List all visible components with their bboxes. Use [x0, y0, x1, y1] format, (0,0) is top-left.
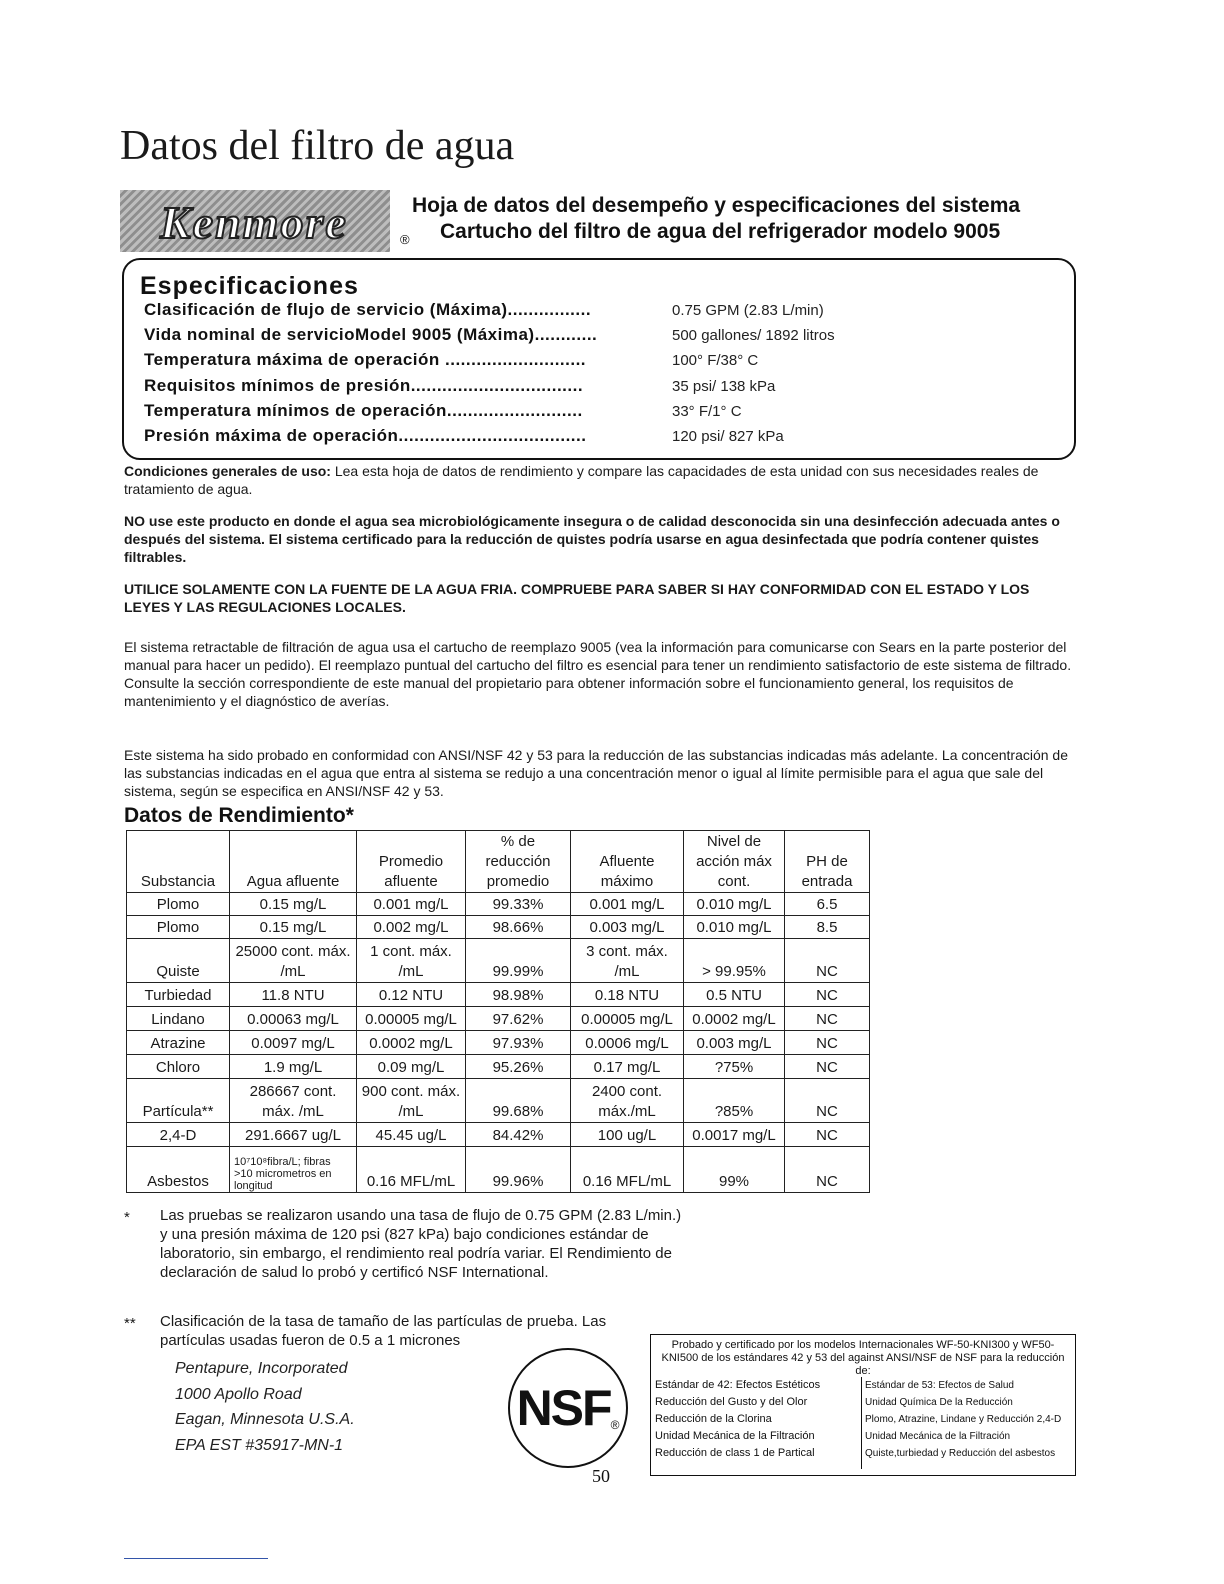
- table-cell: ?85%: [684, 1079, 785, 1123]
- standard-42-item: Reducción del Gusto y del Olor: [655, 1396, 808, 1408]
- table-cell: NC: [785, 939, 870, 983]
- footnote-double-star-mark: **: [124, 1315, 136, 1332]
- nsf-logo: [508, 1348, 628, 1468]
- table-cell: Asbestos: [127, 1147, 230, 1193]
- table-cell: 3 cont. máx. /mL: [571, 939, 684, 983]
- kenmore-logo-text: Kenmore: [160, 197, 348, 248]
- table-cell: 98.66%: [466, 916, 571, 939]
- table-cell: 286667 cont. máx. /mL: [230, 1079, 357, 1123]
- page-title: Datos del filtro de agua: [120, 123, 515, 169]
- table-cell: Plomo: [127, 916, 230, 939]
- standard-53-item: Plomo, Atrazine, Lindane y Reducción 2,4-D: [865, 1414, 1062, 1425]
- table-row: [127, 1031, 870, 1055]
- bottom-divider: [124, 1558, 268, 1559]
- table-cell: NC: [785, 1031, 870, 1055]
- company-name: Pentapure, Incorporated: [175, 1360, 348, 1377]
- header-cell: Nivel de acción máx cont.: [684, 831, 785, 893]
- table-cell: 0.00005 mg/L: [357, 1007, 466, 1031]
- table-cell: NC: [785, 1123, 870, 1147]
- kenmore-logo: [120, 190, 390, 252]
- standard-53-item: Quiste,turbiedad y Reducción del asbestos: [865, 1448, 1056, 1459]
- table-header-row: [127, 831, 870, 893]
- table-row: [127, 939, 870, 983]
- standard-42-title: Estándar de 42: Efectos Estéticos: [655, 1379, 821, 1391]
- company-city: Eagan, Minnesota U.S.A.: [175, 1411, 355, 1428]
- table-row: [127, 983, 870, 1007]
- table-cell: 0.15 mg/L: [230, 916, 357, 939]
- table-cell: 97.62%: [466, 1007, 571, 1031]
- header-cell: Substancia: [127, 831, 230, 893]
- spec-value: 120 psi/ 827 kPa: [672, 428, 784, 445]
- header-line-1: Hoja de datos del desempeño y especificaciones del sistema: [412, 194, 1021, 217]
- table-cell: 0.5 NTU: [684, 983, 785, 1007]
- table-cell: Atrazine: [127, 1031, 230, 1055]
- table-cell: NC: [785, 1055, 870, 1079]
- conditions-lead: Condiciones generales de uso:: [124, 463, 331, 479]
- table-cell: 99%: [684, 1147, 785, 1193]
- company-street: 1000 Apollo Road: [175, 1386, 302, 1403]
- spec-label: Requisitos mínimos de presión.................................: [144, 376, 584, 395]
- performance-title: Datos de Rendimiento*: [124, 804, 354, 827]
- footnote-star: Las pruebas se realizaron usando una tasa de flujo de 0.75 GPM (2.83 L/min.) y una presión máxima de 120 psi (827 kPa) bajo condiciones estándar de laboratorio, sin embargo, el rendimiento real podría variar. El Rendimiento de declaración de salud lo probó y certificó NSF International.: [160, 1207, 682, 1281]
- table-cell: 99.33%: [466, 893, 571, 916]
- table-cell: 8.5: [785, 916, 870, 939]
- spec-value: 500 gallones/ 1892 litros: [672, 327, 835, 344]
- table-cell: NC: [785, 983, 870, 1007]
- table-cell: 0.12 NTU: [357, 983, 466, 1007]
- spec-label: Clasificación de flujo de servicio (Máxima)................: [144, 300, 592, 319]
- table-cell: 0.17 mg/L: [571, 1055, 684, 1079]
- table-cell: ?75%: [684, 1055, 785, 1079]
- table-row: [127, 1147, 870, 1193]
- specifications-title: Especificaciones: [140, 272, 359, 300]
- spec-label: Temperatura máxima de operación ...........................: [144, 350, 587, 369]
- table-cell: 291.6667 ug/L: [230, 1123, 357, 1147]
- table-cell: 95.26%: [466, 1055, 571, 1079]
- table-row: [127, 1123, 870, 1147]
- spec-value: 100° F/38° C: [672, 352, 759, 369]
- page-number: 50: [592, 1466, 610, 1486]
- conditions-paragraph: [124, 462, 1074, 498]
- header-cell: Afluente máximo: [571, 831, 684, 893]
- standard-42-column: [655, 1377, 820, 1462]
- spec-value: 35 psi/ 138 kPa: [672, 378, 776, 395]
- table-cell: 0.0097 mg/L: [230, 1031, 357, 1055]
- table-cell: 0.00063 mg/L: [230, 1007, 357, 1031]
- table-cell: Quiste: [127, 939, 230, 983]
- table-cell: 0.010 mg/L: [684, 893, 785, 916]
- standard-53-item: Unidad Química De la Reducción: [865, 1397, 1013, 1408]
- table-cell: 0.16 MFL/mL: [571, 1147, 684, 1193]
- header-cell: PH de entrada: [785, 831, 870, 893]
- table-cell: 99.96%: [466, 1147, 571, 1193]
- spec-value: 0.75 GPM (2.83 L/min): [672, 302, 824, 319]
- table-row: [127, 916, 870, 939]
- table-cell: 0.001 mg/L: [571, 893, 684, 916]
- cold-water-notice: UTILICE SOLAMENTE CON LA FUENTE DE LA AGUA FRIA. COMPRUEBE PARA SABER SI HAY CONFORMIDAD CON EL ESTADO Y LOS LEYES Y LAS REGULACIONES LOCALES.: [124, 581, 1030, 615]
- header-line-2: Cartucho del filtro de agua del refrigerador modelo 9005: [440, 220, 1001, 243]
- table-row: [127, 1079, 870, 1123]
- table-row: [127, 1055, 870, 1079]
- conditions-text: Lea esta hoja de datos de rendimiento y compare las capacidades de esta unidad con sus necesidades reales de tratamiento de agua.: [124, 463, 1039, 497]
- table-cell: > 99.95%: [684, 939, 785, 983]
- table-cell: Lindano: [127, 1007, 230, 1031]
- table-cell: 84.42%: [466, 1123, 571, 1147]
- table-cell: 0.18 NTU: [571, 983, 684, 1007]
- table-cell: 2,4-D: [127, 1123, 230, 1147]
- table-cell: 0.0006 mg/L: [571, 1031, 684, 1055]
- table-cell: 0.0017 mg/L: [684, 1123, 785, 1147]
- table-cell: 0.0002 mg/L: [684, 1007, 785, 1031]
- spec-label: Vida nominal de servicioModel 9005 (Máxima)............: [144, 325, 598, 344]
- table-cell: 0.002 mg/L: [357, 916, 466, 939]
- table-cell: 0.003 mg/L: [571, 916, 684, 939]
- table-cell: 99.68%: [466, 1079, 571, 1123]
- table-cell: NC: [785, 1007, 870, 1031]
- table-cell: Turbiedad: [127, 983, 230, 1007]
- table-cell: 900 cont. máx. /mL: [357, 1079, 466, 1123]
- standard-53-title: Estándar de 53: Efectos de Salud: [865, 1380, 1014, 1391]
- standard-42-item: Unidad Mecánica de la Filtración: [655, 1430, 815, 1442]
- warning-paragraph: NO use este producto en donde el agua sea microbiológicamente insegura o de calidad desconocida sin una desinfección adecuada antes o después del sistema. El sistema certificado para la reducción de quistes podría usarse en agua desinfectada que podría contener quistes filtrables.: [124, 513, 1060, 565]
- table-cell: 98.98%: [466, 983, 571, 1007]
- table-cell: 0.001 mg/L: [357, 893, 466, 916]
- certification-box: [650, 1334, 1076, 1476]
- table-cell: Partícula**: [127, 1079, 230, 1123]
- table-cell: 97.93%: [466, 1031, 571, 1055]
- header-cell: Promedio afluente: [357, 831, 466, 893]
- footnote-double-star: Clasificación de la tasa de tamaño de las partículas de prueba. Las partículas usadas fueron de 0.5 a 1 micrones: [160, 1313, 607, 1349]
- table-cell: 0.0002 mg/L: [357, 1031, 466, 1055]
- table-cell: 0.003 mg/L: [684, 1031, 785, 1055]
- epa-number: EPA EST #35917-MN-1: [175, 1437, 344, 1454]
- spec-label: Presión máxima de operación....................................: [144, 426, 587, 445]
- table-cell: 2400 cont. máx./mL: [571, 1079, 684, 1123]
- standard-53-item: Unidad Mecánica de la Filtración: [865, 1431, 1011, 1442]
- table-cell: 0.09 mg/L: [357, 1055, 466, 1079]
- certification-divider: [861, 1377, 862, 1469]
- footnote-star-mark: *: [124, 1209, 130, 1226]
- table-cell: 25000 cont. máx. /mL: [230, 939, 357, 983]
- table-cell: 45.45 ug/L: [357, 1123, 466, 1147]
- standard-42-item: Reducción de class 1 de Partical: [655, 1447, 815, 1459]
- registered-mark: ®: [400, 232, 410, 247]
- table-cell: 1.9 mg/L: [230, 1055, 357, 1079]
- testing-paragraph: Este sistema ha sido probado en conformidad con ANSI/NSF 42 y 53 para la reducción de las substancias indicadas más adelante. La concentración de las substancias indicadas en el agua que entra al sistema se redujo a una concentración menor o igual al límite permisible para el agua que sale del sistema, según se especifica en ANSI/NSF 42 y 53.: [124, 747, 1069, 799]
- certification-heading: Probado y certificado por los modelos Internacionales WF-50-KNI300 y WF50-KNI500 de los estándares 42 y 53 del against ANSI/NSF de NSF para la reducción de:: [661, 1339, 1065, 1377]
- table-cell: 99.99%: [466, 939, 571, 983]
- table-cell: 6.5: [785, 893, 870, 916]
- replacement-paragraph: El sistema retractable de filtración de agua usa el cartucho de reemplazo 9005 (vea la información para comunicarse con Sears en la parte posterior del manual para hacer un pedido). El reemplazo puntual del cartucho del filtro es esencial para tener un rendimiento satisfactorio de este sistema de filtrado. Consulte la sección correspondiente de este manual del propietario para obtener información sobre el funcionamiento general, los requisitos de mantenimiento y el diagnóstico de averías.: [124, 639, 1072, 709]
- table-cell: 0.010 mg/L: [684, 916, 785, 939]
- standard-53-column: [865, 1377, 1061, 1462]
- header-cell: % de reducción promedio: [466, 831, 571, 893]
- table-cell: 1 cont. máx. /mL: [357, 939, 466, 983]
- table-cell: 10⁷10⁸fibra/L; fibras >10 micrometros en longitud: [230, 1147, 357, 1193]
- table-row: [127, 1007, 870, 1031]
- header-cell: Agua afluente: [230, 831, 357, 893]
- nsf-mark: NSF: [516, 1380, 611, 1436]
- table-cell: Chloro: [127, 1055, 230, 1079]
- table-cell: 0.16 MFL/mL: [357, 1147, 466, 1193]
- spec-value: 33° F/1° C: [672, 403, 742, 420]
- table-cell: 0.00005 mg/L: [571, 1007, 684, 1031]
- nsf-registered: ®: [610, 1418, 620, 1432]
- table-cell: Plomo: [127, 893, 230, 916]
- spec-label: Temperatura mínimos de operación..........................: [144, 401, 583, 420]
- table-cell: 0.15 mg/L: [230, 893, 357, 916]
- standard-42-item: Reducción de la Clorina: [655, 1413, 772, 1425]
- table-cell: NC: [785, 1079, 870, 1123]
- table-cell: 11.8 NTU: [230, 983, 357, 1007]
- table-cell: 100 ug/L: [571, 1123, 684, 1147]
- table-cell: NC: [785, 1147, 870, 1193]
- performance-table: [126, 830, 870, 1193]
- table-row: [127, 893, 870, 916]
